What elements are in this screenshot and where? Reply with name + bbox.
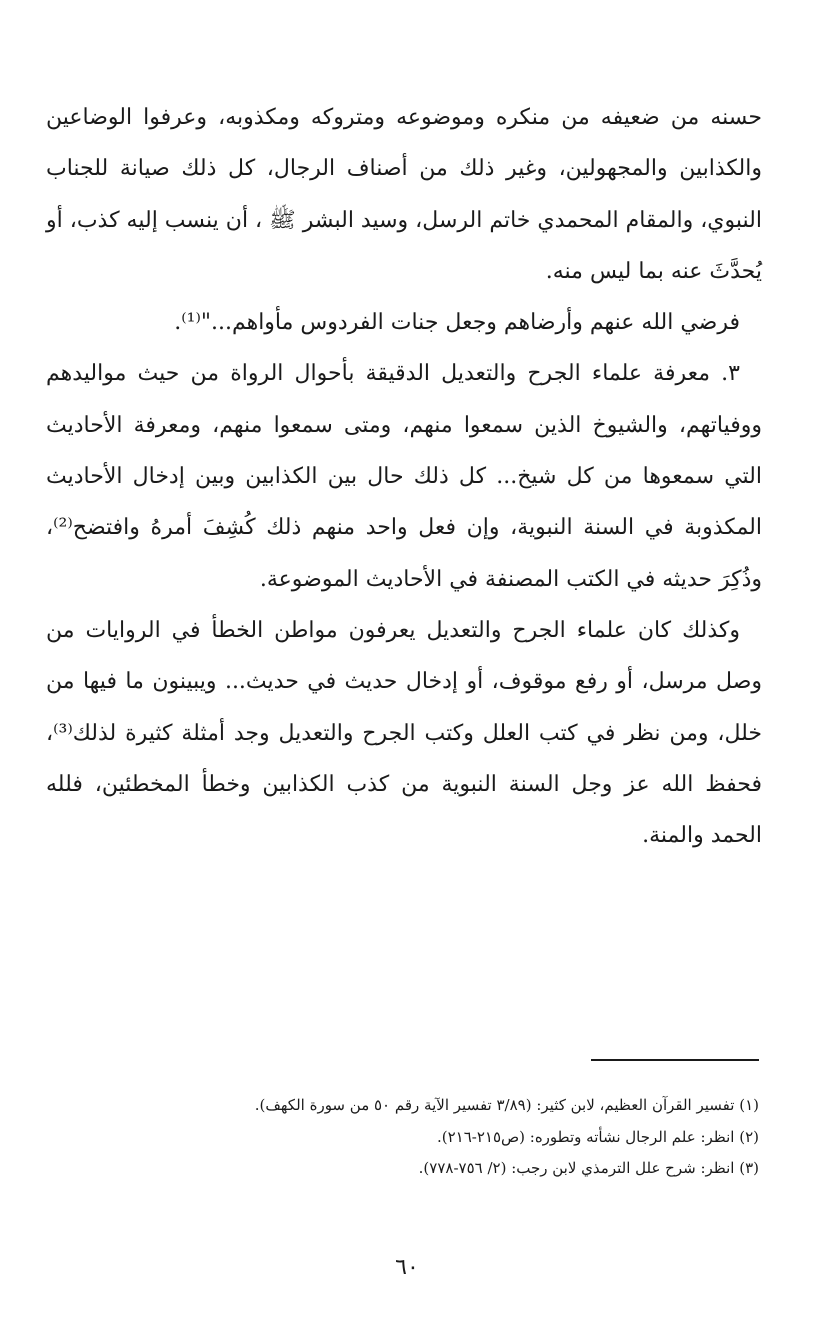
paragraph-continuation: حسنه من ضعيفه من منكره وموضوعه ومتروكه ومكذوبه، وعرفوا الوضاعين والكذابين والمجهولين، وغير ذلك من أصناف الرجال، كل ذلك صيانة للجناب النبوي، والمقام المحمدي خاتم الرسل، وسيد البشر ﷺ ، أن ينسب إليه كذب، أو يُحدَّثَ عنه بما ليس منه. xyxy=(46,105,762,284)
body-text xyxy=(46,92,762,861)
paragraph-point-3: ٣. معرفة علماء الجرح والتعديل الدقيقة بأحوال الرواة من حيث مواليدهم ووفياتهم، والشيوخ الذين سمعوا منهم، ومتى سمعوا منهم، ومعرفة الأحاديث التي سمعوها من كل شيخ... كل ذلك حال بين الكذابين وبين إدخال الأحاديث المكذوبة في السنة النبوية، وإن فعل واحد منهم ذلك كُشِفَ أمرهُ وافتضح⁽²⁾، وذُكِرَ حديثه في الكتب المصنفة في الأحاديث الموضوعة. xyxy=(46,361,762,592)
footnote-1: (١) تفسير القرآن العظيم، لابن كثير: (٣/٨٩ تفسير الآية رقم ٥٠ من سورة الكهف). xyxy=(254,1096,759,1114)
footnote-3: (٣) انظر: شرح علل الترمذي لابن رجب: (٢/ ٧٥٦-٧٧٨). xyxy=(418,1159,759,1177)
footnote-divider xyxy=(591,1059,759,1061)
page-number: ٦٠ xyxy=(395,1255,419,1280)
paragraph-prayer: فرضي الله عنهم وأرضاهم وجعل جنات الفردوس مأواهم..."⁽¹⁾. xyxy=(174,310,740,336)
paragraph-errors: وكذلك كان علماء الجرح والتعديل يعرفون مواطن الخطأ في الروايات من وصل مرسل، أو رفع موقوف، أو إدخال حديث في حديث... ويبينون ما فيها من خلل، ومن نظر في كتب العلل وكتب الجرح والتعديل وجد أمثلة كثيرة لذلك⁽³⁾، فحفظ الله عز وجل السنة النبوية من كذب الكذابين وخطأ المخطئين، فلله الحمد والمنة. xyxy=(46,617,762,849)
footnote-2: (٢) انظر: علم الرجال نشأته وتطوره: (ص٢١٥-٢١٦). xyxy=(436,1127,759,1146)
footnotes xyxy=(59,1090,759,1185)
